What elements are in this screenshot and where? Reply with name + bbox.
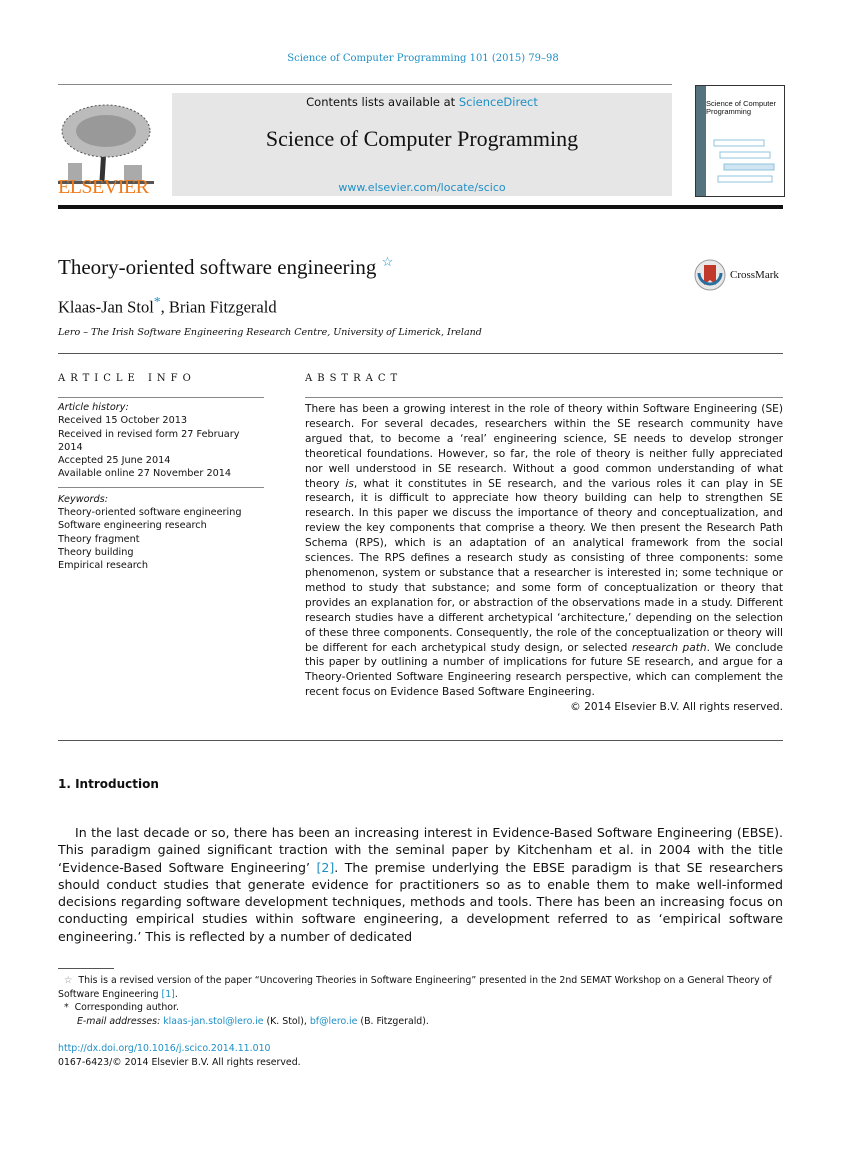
cover-graphic xyxy=(712,136,778,186)
authors xyxy=(58,294,277,318)
history-item: Accepted 25 June 2014 xyxy=(58,455,171,467)
doi-link[interactable]: http://dx.doi.org/10.1016/j.scico.2014.11.010 xyxy=(58,1043,271,1054)
section-heading: 1. Introduction xyxy=(58,777,159,791)
keyword: Software engineering research xyxy=(58,520,207,532)
affiliation: Lero – The Irish Software Engineering Research Centre, University of Limerick, Ireland xyxy=(58,327,482,338)
history-item: Received 15 October 2013 xyxy=(58,415,188,427)
divider xyxy=(58,353,783,354)
elsevier-wordmark: ELSEVIER xyxy=(58,176,149,198)
keyword: Theory-oriented software engineering xyxy=(58,507,242,519)
article-title xyxy=(58,254,393,280)
doi-block xyxy=(58,1042,301,1069)
email-link[interactable]: klaas-jan.stol@lero.ie xyxy=(163,1015,264,1027)
footnote-divider xyxy=(58,968,114,969)
cover-title: Science of Computer Programming xyxy=(706,99,777,116)
abstract-text: research path xyxy=(631,641,707,654)
header-bar xyxy=(58,205,783,209)
footnote-star-mark: ☆ xyxy=(63,975,73,986)
title-footnote-mark[interactable]: ☆ xyxy=(381,254,394,269)
divider xyxy=(58,397,264,398)
crossmark-label: CrossMark xyxy=(730,269,779,281)
body-text: In the last decade or so, there has been an increasing interest in Evidence-Based Software Engineering (EBSE). This paradigm gained significant traction with the seminal paper by Kitchenham et al. in 2004 with the title ‘Evidence-Based Software Engineering’ xyxy=(58,825,783,875)
history-label: Article history: xyxy=(58,402,129,413)
keyword: Theory building xyxy=(58,546,134,558)
abstract-text: , what it constitutes in SE research, and the various roles it can play in SE research, it is difficult to appreciate how theory building can help to strengthen SE research. In this paper we discuss the importance of theory and conceptualization, and review the key components that comprise a theory. We then present the Research Path Schema (RPS), which is an adaptation of an analytical framework from the social sciences. The RPS defines a research study as consisting of three components: some phenomenon, system or substance that a researcher is interested in; some technique or method to study that substance; and some form of conceptualization or theory that provides an explanation for, or abstraction of the observations made in a study. Different research studies have a different archetypical ‘architecture,’ depending on the selection of these three components. Consequently, the role of the conceptualization or theory will be different for each archetypical study design, or selected xyxy=(305,477,784,654)
email-label: E-mail addresses: xyxy=(77,1015,161,1027)
abstract-copyright: © 2014 Elsevier B.V. All rights reserved. xyxy=(570,701,783,714)
footnote-asterisk: * xyxy=(63,1002,69,1013)
journal-reference-link[interactable]: Science of Computer Programming 101 (2015) 79–98 xyxy=(287,53,559,64)
citation-link[interactable]: [2] xyxy=(316,859,335,875)
crossmark-icon xyxy=(694,259,726,291)
footnote-text: (K. Stol), xyxy=(263,1015,310,1027)
journal-cover-image xyxy=(695,85,785,197)
journal-url-link[interactable]: www.elsevier.com/locate/scico xyxy=(338,181,506,194)
sciencedirect-link[interactable]: ScienceDirect xyxy=(458,95,538,109)
article-info xyxy=(58,401,264,573)
divider xyxy=(58,84,672,85)
footnote-text: (B. Fitzgerald). xyxy=(357,1015,429,1027)
email-link[interactable]: bf@lero.ie xyxy=(309,1015,358,1027)
footnotes xyxy=(58,974,783,1028)
footnote-corresponding xyxy=(58,1001,783,1015)
abstract-text: . We conclude this paper by outlining a number of implications for future SE research, and argue for a Theory-Oriented Software Engineering research perspective, which can complement the recent focus on Evidence Based Software Engineering. xyxy=(305,641,784,699)
issn-copyright: 0167-6423/© 2014 Elsevier B.V. All rights reserved. xyxy=(58,1056,301,1068)
abstract-text: is xyxy=(345,477,354,490)
article-info-heading: ARTICLE INFO xyxy=(58,373,196,384)
contents-line xyxy=(172,95,672,109)
abstract-text: There has been a growing interest in the role of theory within Software Engineering (SE) research. For several decades, researchers within the SE research community have argued that, to become a ‘real’ engineering science, SE needs to develop stronger theoretical foundations. However, so far, the role of theory is neither fully appreciated nor well understood in SE research. Without a good common understanding of what theory xyxy=(305,403,783,490)
history-item: Available online 27 November 2014 xyxy=(58,468,232,480)
history-item: Received in revised form 27 February 2014 xyxy=(58,428,240,453)
divider xyxy=(58,740,783,741)
citation-link[interactable]: [1] xyxy=(161,988,175,1000)
footnote-text: This is a revised version of the paper “Uncovering Theories in Software Engineering” presented in the 2nd SEMAT Workshop on a General Theory of Software Engineering xyxy=(58,975,772,1000)
crossmark-button[interactable] xyxy=(694,259,779,291)
journal-title: Science of Computer Programming xyxy=(265,126,579,151)
footnote-emails xyxy=(58,1015,783,1029)
intro-paragraph xyxy=(58,824,783,945)
footnote-text: Corresponding author. xyxy=(74,1002,179,1013)
title-text: Theory-oriented software engineering xyxy=(58,255,377,279)
author-name: Klaas-Jan Stol xyxy=(58,297,154,317)
footnote-title xyxy=(58,974,783,1001)
keywords-label: Keywords: xyxy=(58,493,108,505)
abstract-heading: ABSTRACT xyxy=(305,373,403,384)
body-text: . The premise underlying the EBSE paradigm is that SE researchers should conduct studies that generate evidence for practitioners so as to enable them to make well-informed decisions regarding software development techniques, methods and tools. There has been an increasing focus on conducting empirical studies within software engineering, a development referred to as ‘empirical software engineering.’ This is reflected by a number of dedicated xyxy=(58,859,783,944)
footnote-text: . xyxy=(174,988,178,1000)
corresponding-author-mark[interactable]: * xyxy=(153,294,161,309)
author-name: Brian Fitzgerald xyxy=(168,297,277,317)
keyword: Empirical research xyxy=(58,560,149,572)
author-separator: , xyxy=(160,297,169,317)
abstract-body xyxy=(305,402,783,715)
divider xyxy=(305,397,783,398)
divider xyxy=(58,487,264,488)
keyword: Theory fragment xyxy=(58,533,140,545)
contents-label: Contents lists available at xyxy=(306,95,459,109)
